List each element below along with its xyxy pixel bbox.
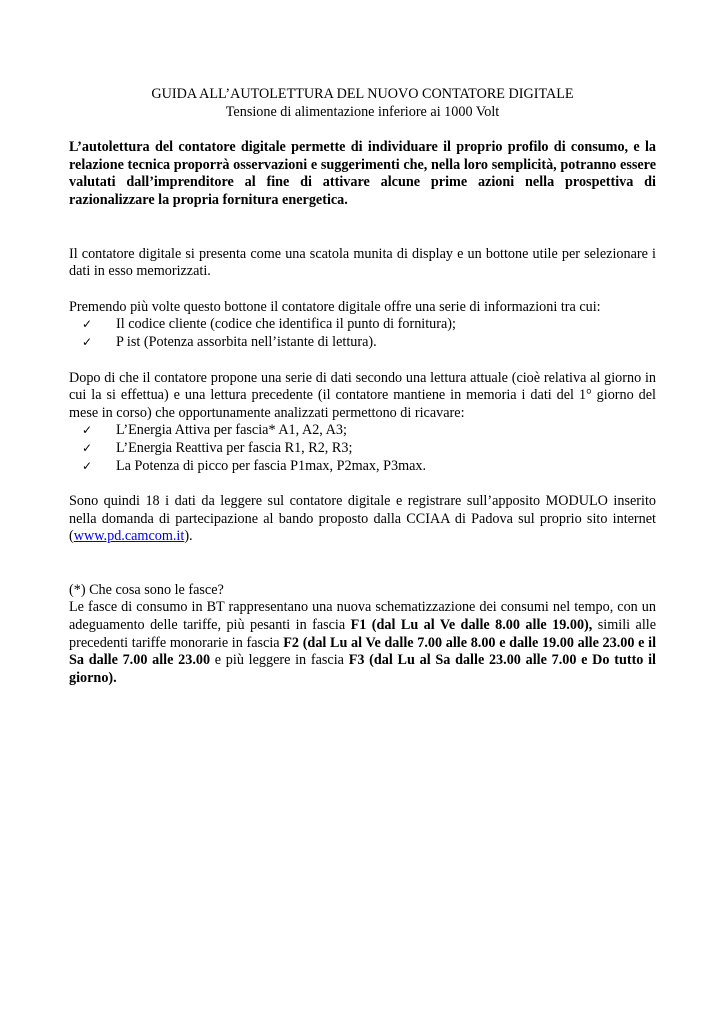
list-item bbox=[69, 316, 656, 334]
module-text: Sono quindi 18 i dati da leggere sul contatore digitale e registrare sull’apposito MODULO inserito nella domanda di partecipazione al bando proposto dalla CCIAA di Padova sul proprio sito internet ( bbox=[69, 493, 656, 545]
spacer bbox=[69, 475, 656, 493]
band-f2: F2 (dal Lu al Ve dalle 7.00 alle 8.00 e dalle 19.00 alle 23.00 e il Sa dalle 7.00 alle 23.00 bbox=[69, 634, 657, 669]
info-list bbox=[69, 316, 656, 351]
footnote-text: Le fasce di consumo in BT rappresentano una nuova schematizzazione dei consumi nel tempo, con un adeguamento delle tariffe, più pesanti in fascia bbox=[69, 599, 656, 634]
list-item-text: La Potenza di picco per fascia P1max, P2max, P3max. bbox=[116, 457, 427, 474]
document-page bbox=[69, 86, 656, 687]
spacer bbox=[69, 281, 656, 299]
footnote-text: simili alle precedenti tariffe monorarie in fascia bbox=[69, 617, 656, 651]
check-icon: ✓ bbox=[81, 423, 93, 438]
intro-paragraph: L’autolettura del contatore digitale permette di individuare il proprio profilo di consumo, e la relazione tecnica proporrà osservazioni e suggerimenti che, nella loro semplicità, potranno essere valutati dall’imprenditore al fine di attivare alcune prime azioni nella prospettiva di razionalizzare la propria fornitura energetica. bbox=[69, 139, 656, 208]
website-link[interactable]: www.pd.camcom.it bbox=[73, 528, 185, 545]
button-paragraph: Premendo più volte questo bottone il contatore digitale offre una serie di informazioni tra cui: bbox=[69, 298, 601, 315]
spacer bbox=[69, 121, 656, 139]
list-item-text: P ist (Potenza assorbita nell’istante di lettura). bbox=[116, 333, 377, 350]
list-item-text: L’Energia Reattiva per fascia R1, R2, R3; bbox=[116, 439, 353, 456]
document-subtitle: Tensione di alimentazione inferiore ai 1000 Volt bbox=[225, 103, 500, 120]
display-paragraph: Il contatore digitale si presenta come una scatola munita di display e un bottone utile per selezionare i dati in esso memorizzati. bbox=[69, 245, 656, 280]
spacer bbox=[69, 210, 656, 246]
check-icon: ✓ bbox=[81, 440, 93, 455]
list-item bbox=[69, 440, 656, 458]
band-f1: F1 (dal Lu al Ve dalle 8.00 alle 19.00), bbox=[350, 617, 593, 634]
readings-paragraph: Dopo di che il contatore propone una serie di dati secondo una lettura attuale (cioè relativa al giorno in cui la si effettua) e una lettura precedente (il contatore mantiene in memoria i dati del 1° giorno del mese in corso) che opportunamente analizzati permettono di ricavare: bbox=[69, 369, 656, 421]
list-item bbox=[69, 334, 656, 352]
check-icon: ✓ bbox=[81, 458, 93, 473]
list-item bbox=[69, 458, 656, 476]
check-icon: ✓ bbox=[81, 334, 93, 349]
band-f3: F3 (dal Lu al Sa dalle 23.00 alle 7.00 e Do tutto il giorno). bbox=[69, 652, 656, 686]
spacer bbox=[69, 546, 656, 582]
footnote-paragraph bbox=[69, 599, 656, 687]
module-text-end: ). bbox=[184, 528, 193, 545]
readings-list bbox=[69, 422, 656, 475]
list-item-text: L’Energia Attiva per fascia* A1, A2, A3; bbox=[116, 422, 347, 439]
footnote-question: (*) Che cosa sono le fasce? bbox=[69, 581, 224, 598]
module-paragraph bbox=[69, 493, 656, 546]
footnote-text: e più leggere in fascia bbox=[210, 652, 349, 669]
check-icon: ✓ bbox=[81, 317, 93, 332]
spacer bbox=[69, 352, 656, 370]
list-item bbox=[69, 422, 656, 440]
list-item-text: Il codice cliente (codice che identifica il punto di fornitura); bbox=[116, 316, 456, 333]
document-title: GUIDA ALL’AUTOLETTURA DEL NUOVO CONTATORE DIGITALE bbox=[151, 86, 574, 102]
